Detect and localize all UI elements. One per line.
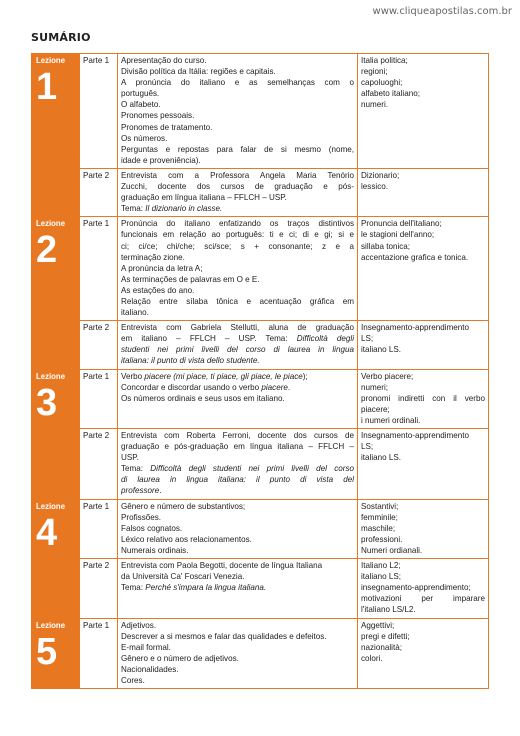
text-line: lessico. (361, 182, 388, 192)
text-line: Insegnamento-apprendimento (361, 323, 469, 333)
italic-run: Difficoltà degli studenti nei primi livelli del corso (150, 464, 354, 474)
lesson-row (32, 499, 489, 558)
text-line: capoluoghi; (361, 78, 403, 88)
lesson-row (32, 618, 489, 689)
part-content (118, 168, 358, 216)
text-line: Numeri ordianali. (361, 545, 423, 555)
part-label: Parte 2 (80, 321, 118, 369)
text-line: Entrevista com Paola Begotti, docente de língua Italiana (121, 561, 323, 571)
text-line: Perguntas e repostas para falar de si mesmo (nome, (121, 144, 354, 154)
text-run: Verbo (121, 371, 145, 381)
part-label: Parte 2 (80, 168, 118, 216)
text-line (121, 582, 354, 593)
text-run: ); (302, 371, 308, 381)
part-content (118, 559, 358, 618)
part-content (118, 54, 358, 169)
lesson-number: 4 (36, 511, 58, 554)
lesson-badge (32, 217, 80, 369)
text-line: alfabeto italiano; (361, 89, 420, 99)
part-content (118, 217, 358, 321)
text-line (121, 355, 354, 366)
lesson-label: Lezione (36, 501, 66, 511)
lesson-badge (32, 499, 80, 618)
lesson-number: 5 (36, 630, 58, 673)
lesson-row (32, 369, 489, 428)
text-line: Cores. (121, 675, 145, 685)
text-line: Dizionario; (361, 170, 400, 180)
text-line (121, 333, 354, 344)
part-topics (358, 168, 489, 216)
italic-run: Difficoltà degli (296, 334, 354, 344)
italic-run: professore (121, 486, 160, 496)
text-line (121, 463, 354, 474)
text-line: professioni. (361, 534, 403, 544)
text-line: motivazioni per imparare (361, 594, 485, 604)
text-line: Entrevista com Gabriela Stellutti, aluna de graduação (121, 323, 354, 333)
text-line: graduação em língua italiana – FFLCH – USP. (121, 193, 287, 203)
text-line: USP. (121, 453, 139, 463)
text-line: LS; (361, 334, 374, 344)
text-line: colori. (361, 653, 383, 663)
part-label: Parte 1 (80, 217, 118, 321)
lesson-row (32, 54, 489, 169)
lesson-row (32, 559, 489, 618)
text-line: italiano. (121, 308, 149, 318)
text-line: Aggettivi; (361, 620, 395, 630)
part-label: Parte 1 (80, 618, 118, 689)
text-line: A pronúncia da letra A; (121, 263, 203, 273)
text-line: Falsos cognatos. (121, 523, 183, 533)
text-run: Tema: (121, 583, 146, 593)
text-line: femminile; (361, 512, 398, 522)
text-line: pronomi indiretti con il verbo (361, 393, 485, 403)
italic-run: Perché s'impara la lingua italiana. (145, 583, 267, 593)
text-line: Entrevista com a Professora Angela Maria Tenório (121, 170, 354, 180)
text-run: Tema: (121, 204, 146, 214)
text-line: Os números ordinais e seus usos em italiano. (121, 393, 285, 403)
part-label: Parte 1 (80, 499, 118, 558)
text-line: Gênero e o número de adjetivos. (121, 653, 239, 663)
text-line: Italiano L2; (361, 561, 401, 571)
part-topics (358, 321, 489, 369)
part-content (118, 321, 358, 369)
text-line: piacere; (361, 404, 390, 414)
text-line: italiano LS. (361, 345, 402, 355)
lesson-number: 1 (36, 66, 58, 108)
lesson-label: Lezione (36, 620, 66, 630)
text-line: Gênero e número de substantivos; (121, 501, 246, 511)
page-title: SUMÁRIO (31, 31, 91, 44)
italic-run: italiana: il punto di vista dello studente. (121, 356, 260, 366)
text-run: Concordar e discordar usando o verbo (121, 382, 262, 392)
lesson-label: Lezione (36, 219, 66, 229)
text-line: Insegnamento-apprendimento (361, 431, 469, 440)
part-label: Parte 2 (80, 559, 118, 618)
text-line (121, 474, 354, 485)
text-line: Apresentação do curso. (121, 56, 207, 65)
part-label: Parte 2 (80, 429, 118, 500)
text-line: E-mail formal. (121, 642, 171, 652)
text-run: . (287, 382, 291, 392)
text-line: Numerais ordinais. (121, 545, 189, 555)
summary-table (31, 53, 489, 689)
text-line: italiano LS; (361, 572, 402, 582)
text-line: O alfabeto. (121, 100, 161, 110)
text-line: Zucchi, docente dos cursos de graduação e pós- (121, 182, 354, 192)
part-topics (358, 559, 489, 618)
lesson-row (32, 217, 489, 321)
text-line (121, 344, 354, 355)
text-line: LS; (361, 442, 374, 452)
text-line: maschile; (361, 523, 396, 533)
text-line: i numeri ordinali. (361, 415, 421, 425)
text-line (121, 203, 354, 214)
text-line: sillaba tonica; (361, 241, 411, 251)
text-line: le stagioni dell'anno; (361, 230, 435, 240)
part-content (118, 618, 358, 689)
text-line: da Università Ca' Foscari Venezia. (121, 572, 245, 582)
italic-run: Il dizionario in classe. (145, 204, 223, 214)
text-line: Léxico relativo aos relacionamentos. (121, 534, 252, 544)
text-line: Os números. (121, 133, 168, 143)
lesson-number: 2 (36, 229, 58, 272)
text-line: regioni; (361, 67, 388, 77)
lesson-badge (32, 54, 80, 217)
text-line: numeri; (361, 382, 388, 392)
part-label: Parte 1 (80, 54, 118, 169)
lesson-label: Lezione (36, 56, 66, 65)
text-run: Tema: (121, 464, 151, 474)
text-line: Adjetivos. (121, 620, 157, 630)
text-line: Pronomes de tratamento. (121, 122, 213, 132)
text-line: português. (121, 89, 160, 99)
part-content (118, 429, 358, 500)
lesson-row (32, 168, 489, 216)
text-line: nazionalità; (361, 642, 402, 652)
text-run: . (159, 486, 162, 496)
text-line: A pronúncia do italiano e as semelhanças com o (121, 78, 354, 88)
lesson-badge (32, 618, 80, 689)
text-line: numeri. (361, 100, 388, 110)
text-line: accentazione grafica e tonica. (361, 252, 469, 262)
text-line: Pronomes pessoais. (121, 111, 195, 121)
part-content (118, 499, 358, 558)
text-line: terminação zione. (121, 252, 185, 262)
text-line: Descrever a si mesmos e falar das qualidades e defeitos. (121, 631, 327, 641)
text-line: italiano LS. (361, 453, 402, 463)
text-line: Italia politica; (361, 56, 408, 65)
text-line: l'italiano LS/L2. (361, 605, 416, 615)
italic-run: piacere (mi piace, ti piace, gli piace, le piace (144, 371, 303, 381)
part-topics (358, 54, 489, 169)
part-topics (358, 369, 489, 428)
text-line: Pronuncia dell'italiano; (361, 219, 442, 229)
text-line: As terminações de palavras em O e E. (121, 274, 260, 284)
part-topics (358, 499, 489, 558)
text-line (121, 371, 354, 382)
text-line: pregi e difetti; (361, 631, 410, 641)
part-topics (358, 618, 489, 689)
text-line: Entrevista com Roberta Ferroni, docente dos cursos de (121, 431, 354, 440)
text-line: Verbo piacere; (361, 371, 414, 381)
part-topics (358, 217, 489, 321)
part-content (118, 369, 358, 428)
text-line: funcionais em relação ao português: ti e ci; di e gi; si e (121, 230, 354, 240)
lesson-badge (32, 369, 80, 499)
text-line: Sostantivi; (361, 501, 399, 511)
lesson-row (32, 321, 489, 369)
lesson-label: Lezione (36, 371, 66, 381)
text-line: ci; ci/ce; chi/che; sci/sce; s + consonante; z e a (121, 241, 354, 251)
text-line: graduação e pós-graduação em língua italiana – FFLCH – (121, 442, 354, 452)
text-line: As estações do ano. (121, 285, 195, 295)
text-run: em italiano – FFLCH – USP. Tema: (121, 334, 297, 344)
text-line: Relação entre sílaba tônica e acentuação gráfica em (121, 296, 354, 306)
text-line (121, 485, 354, 496)
text-line: Profissões. (121, 512, 162, 522)
part-topics (358, 429, 489, 500)
text-line: Divisão política da Itália: regiões e capitais. (121, 67, 276, 77)
italic-run: studenti nei primi livelli del corso di laurea in lingua (121, 345, 354, 355)
text-line: Pronúncia do italiano enfatizando os traços distintivos (121, 219, 354, 229)
lesson-number: 3 (36, 381, 58, 424)
site-url[interactable]: www.cliqueapostilas.com.br (372, 6, 512, 17)
text-line: Nacionalidades. (121, 664, 179, 674)
lesson-row (32, 429, 489, 500)
italic-run: piacere (261, 382, 288, 392)
italic-run: di laurea in lingua italiana: il punto di vista del (121, 475, 354, 485)
text-line (121, 382, 354, 393)
text-line: insegnamento-apprendimento; (361, 583, 471, 593)
part-label: Parte 1 (80, 369, 118, 428)
text-line: idade e proveniência). (121, 155, 201, 165)
